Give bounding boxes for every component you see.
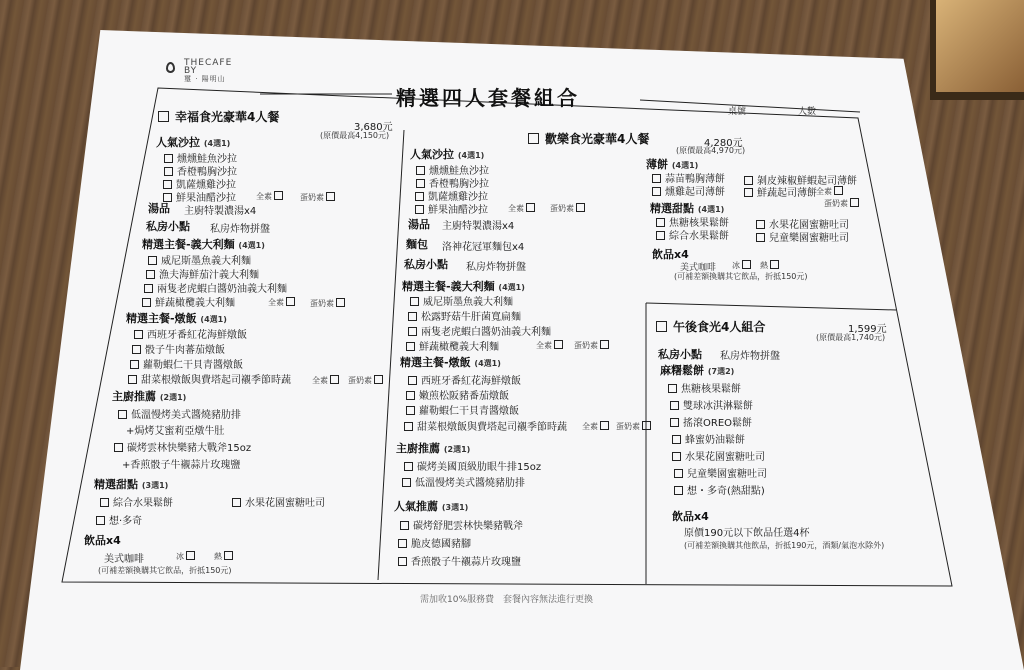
hot-option[interactable]: 熱 [760, 260, 783, 271]
option-item[interactable]: 想·多奇 [96, 512, 142, 527]
section-heading: 湯品 [408, 218, 430, 231]
vegan-option[interactable]: 全素 [582, 421, 613, 432]
option-item[interactable]: 香橙鴨胸沙拉 [416, 175, 489, 190]
set-price: 1,599元 [848, 324, 887, 335]
option-item[interactable]: 碳烤美國頂級肋眼牛排15oz [404, 458, 541, 473]
section-heading: 主廚推薦 [396, 442, 440, 455]
item-text: 洛神花冠軍麵包x4 [442, 242, 525, 253]
drink-note: (可補差額換購其他飲品，折抵190元，酒類/氣泡水除外) [684, 541, 885, 550]
option-item[interactable]: 焦糖核果鬆餅 [656, 214, 729, 229]
set-name: 歡樂食光豪華4人餐 [545, 132, 650, 146]
ice-option[interactable]: 冰 [732, 260, 755, 271]
vegan-option[interactable]: 全素 [816, 186, 847, 197]
drop-icon [166, 62, 175, 73]
choose-count: (4選1) [697, 205, 725, 214]
section-heading: 麻糬鬆餅 [660, 364, 704, 377]
set-checkbox-left[interactable] [158, 108, 279, 125]
egg-milk-option[interactable]: 蛋奶素 [310, 298, 349, 309]
option-item[interactable]: 水果花園蜜糖吐司 [232, 494, 325, 509]
section-heading: 私房小點 [658, 348, 702, 361]
choose-count: (2選1) [443, 445, 471, 454]
section-heading: 精選甜點 [94, 478, 138, 491]
option-item[interactable]: 燻燻鮭魚沙拉 [416, 162, 489, 177]
option-item[interactable]: 鮮蔬橄欖義大利麵 [406, 338, 499, 353]
option-item[interactable]: 鮮蔬橄欖義大利麵 [142, 294, 235, 309]
egg-milk-option[interactable]: 蛋奶素 [824, 198, 863, 209]
checkbox[interactable] [528, 133, 539, 144]
logo-line2: BY [184, 66, 198, 76]
choose-count: (4選1) [238, 241, 265, 250]
choose-count: (4選1) [203, 139, 231, 148]
original-price: (原價最高1,740元) [816, 333, 886, 342]
section-heading: 私房小點 [404, 258, 448, 271]
section-heading: 精選主餐-義大利麵 [142, 238, 235, 251]
section-heading: 主廚推薦 [112, 390, 156, 403]
section-heading: 私房小點 [146, 220, 190, 233]
item-text: 主廚特製濃湯x4 [442, 221, 515, 232]
set-price: 3,680元 [354, 122, 393, 133]
vegan-option[interactable]: 全素 [268, 297, 299, 308]
section-heading: 飲品x4 [84, 534, 121, 547]
option-item[interactable]: 焦糖核果鬆餅 [668, 380, 741, 395]
option-item[interactable]: 兩隻老虎蝦白醬奶油義大利麵 [408, 323, 551, 338]
vegan-option[interactable]: 全素 [508, 203, 539, 214]
option-item[interactable]: 燻燻鮭魚沙拉 [164, 150, 237, 165]
checkbox[interactable] [656, 321, 667, 332]
choose-count: (3選1) [141, 481, 169, 490]
set-checkbox-afternoon[interactable] [656, 318, 765, 335]
choose-count: (4選1) [474, 359, 501, 368]
drink-note: (可補差額換購其它飲品，折抵150元) [98, 566, 232, 575]
option-item[interactable]: 凱薩燻雞沙拉 [163, 176, 236, 191]
set-price: 4,280元 [704, 138, 743, 149]
item-text: 私房炸物拼盤 [210, 224, 270, 235]
original-price: (原價最高4,150元) [320, 131, 390, 140]
option-item[interactable]: 兩隻老虎蝦白醬奶油義大利麵 [144, 280, 287, 295]
egg-milk-option[interactable]: 蛋奶素 [300, 192, 339, 203]
egg-milk-option[interactable]: 蛋奶素 [550, 203, 589, 214]
menu-title: 精選四人套餐組合 [396, 86, 580, 110]
item-text: 美式咖啡 [680, 263, 717, 273]
egg-milk-option[interactable]: 蛋奶素 [348, 375, 387, 386]
section-heading: 飲品x4 [652, 248, 689, 261]
option-item[interactable]: 香煎骰子牛襯蒜片玫瑰鹽 [398, 553, 521, 568]
option-item[interactable]: 松露野菇牛肝菌寬扁麵 [408, 308, 521, 323]
checkbox[interactable] [158, 111, 169, 122]
section-heading: 人氣沙拉 [410, 148, 454, 161]
option-item[interactable]: 綜合水果鬆餅 [656, 227, 729, 242]
option-item[interactable]: 甜菜根燉飯與費塔起司襯季節時蔬 [404, 418, 567, 433]
option-item[interactable]: 鮮果油醋沙拉 [415, 201, 488, 216]
option-item[interactable]: 西班牙番紅花海鮮燉飯 [408, 372, 521, 387]
set-name: 幸福食光豪華4人餐 [175, 110, 280, 124]
section-heading: 精選主餐-義大利麵 [402, 280, 495, 293]
option-item[interactable]: 水果花園蜜糖吐司 [756, 216, 849, 231]
item-text: 美式咖啡 [104, 554, 144, 565]
choose-count: (4選1) [457, 151, 485, 160]
option-item[interactable]: 鮮果油醋沙拉 [163, 189, 236, 204]
option-item[interactable]: 兒童樂園蜜糖吐司 [756, 229, 849, 244]
original-price: (原價最高4,970元) [676, 146, 746, 155]
vegan-option[interactable]: 全素 [256, 191, 287, 202]
item-text: +焗烤艾蜜莉亞燉牛肚 [126, 426, 225, 437]
table-number-label: 桌號 [728, 107, 747, 117]
section-heading: 精選主餐-燉飯 [400, 356, 471, 369]
option-item[interactable]: 漁夫海鮮茄汁義大利麵 [146, 266, 259, 281]
section-heading: 精選甜點 [650, 202, 694, 215]
logo-line1: THECAFE [184, 58, 233, 68]
logo-line3: 璽 · 陽明山 [184, 75, 226, 83]
choose-count: (4選1) [671, 161, 699, 170]
set-name: 午後食光4人組合 [673, 320, 766, 334]
people-count-label: 人數 [798, 107, 817, 117]
option-item[interactable]: 蘿勒蝦仁干貝青醬燉飯 [406, 402, 519, 417]
section-heading: 麵包 [406, 238, 428, 251]
section-heading: 湯品 [148, 202, 170, 215]
option-item[interactable]: 骰子牛肉蕃茄燉飯 [132, 341, 225, 356]
option-item[interactable]: 低溫慢烤美式醬燒豬肋排 [402, 474, 525, 489]
hot-option[interactable]: 熱 [214, 551, 237, 562]
option-item[interactable]: 香橙鴨胸沙拉 [164, 163, 237, 178]
option-item[interactable]: 蘿勒蝦仁干貝青醬燉飯 [130, 356, 243, 371]
option-item[interactable]: 碳烤舒肥雲林快樂豬戰斧 [400, 517, 523, 532]
drink-note: (可補差額換購其它飲品，折抵150元) [674, 272, 808, 281]
option-item[interactable]: 想・多奇(熱甜點) [674, 482, 765, 497]
option-item[interactable]: 威尼斯墨魚義大利麵 [410, 293, 513, 308]
option-item[interactable]: 剝皮辣椒鮮蝦起司薄餅 [744, 172, 857, 187]
choose-count: (2選1) [159, 393, 187, 402]
section-heading: 薄餅 [646, 158, 668, 171]
option-item[interactable]: 脆皮德國豬腳 [398, 535, 471, 550]
option-item[interactable]: 碳烤雲林快樂豬大戰斧15oz [114, 439, 251, 454]
option-item[interactable]: 嫩煎松阪豬番茄燉飯 [406, 387, 509, 402]
section-heading: 人氣推薦 [394, 500, 438, 513]
option-item[interactable]: 搖滾OREO鬆餅 [670, 414, 752, 429]
egg-milk-option[interactable]: 蛋奶素 [574, 340, 613, 351]
choose-count: (4選1) [200, 315, 227, 324]
footer-note: 需加收10%服務費 套餐內容無法進行更換 [420, 595, 594, 605]
choose-count: (4選1) [498, 283, 525, 292]
item-text: 私房炸物拼盤 [466, 262, 526, 273]
egg-milk-option[interactable]: 蛋奶素 [616, 421, 655, 432]
section-heading: 精選主餐-燉飯 [126, 312, 197, 325]
option-item[interactable]: 凱薩燻雞沙拉 [415, 188, 488, 203]
option-item[interactable]: 水果花園蜜糖吐司 [672, 448, 765, 463]
vegan-option[interactable]: 全素 [312, 375, 343, 386]
option-item[interactable]: 燻雞起司薄餅 [652, 183, 725, 198]
section-heading: 人氣沙拉 [156, 136, 200, 149]
option-item[interactable]: 雙球冰淇淋鬆餅 [670, 397, 753, 412]
ice-option[interactable]: 冰 [176, 551, 199, 562]
item-text: 私房炸物拼盤 [720, 351, 780, 362]
option-item[interactable]: 兒童樂園蜜糖吐司 [674, 465, 767, 480]
option-item[interactable]: 鮮蔬起司薄餅 [744, 184, 817, 199]
set-checkbox-middle[interactable] [528, 130, 649, 147]
option-item[interactable]: 低溫慢烤美式醬燒豬肋排 [118, 406, 241, 421]
option-item[interactable]: 蒜苗鴨胸薄餅 [652, 170, 725, 185]
item-text: 原價190元以下飲品任選4杯 [684, 528, 810, 539]
option-item[interactable]: 西班牙番紅花海鮮燉飯 [134, 326, 247, 341]
option-item[interactable]: 甜菜根燉飯與費塔起司襯季節時蔬 [128, 371, 291, 386]
option-item[interactable]: 蜂蜜奶油鬆餅 [672, 431, 745, 446]
choose-count: (3選1) [441, 503, 469, 512]
choose-count: (7選2) [707, 367, 735, 376]
section-heading: 飲品x4 [672, 510, 709, 523]
item-text: 主廚特製濃湯x4 [184, 206, 257, 217]
item-text: +香煎骰子牛襯蒜片玫瑰鹽 [122, 460, 241, 471]
option-item[interactable]: 綜合水果鬆餅 [100, 494, 173, 509]
vegan-option[interactable]: 全素 [536, 340, 567, 351]
option-item[interactable]: 威尼斯墨魚義大利麵 [148, 252, 251, 267]
